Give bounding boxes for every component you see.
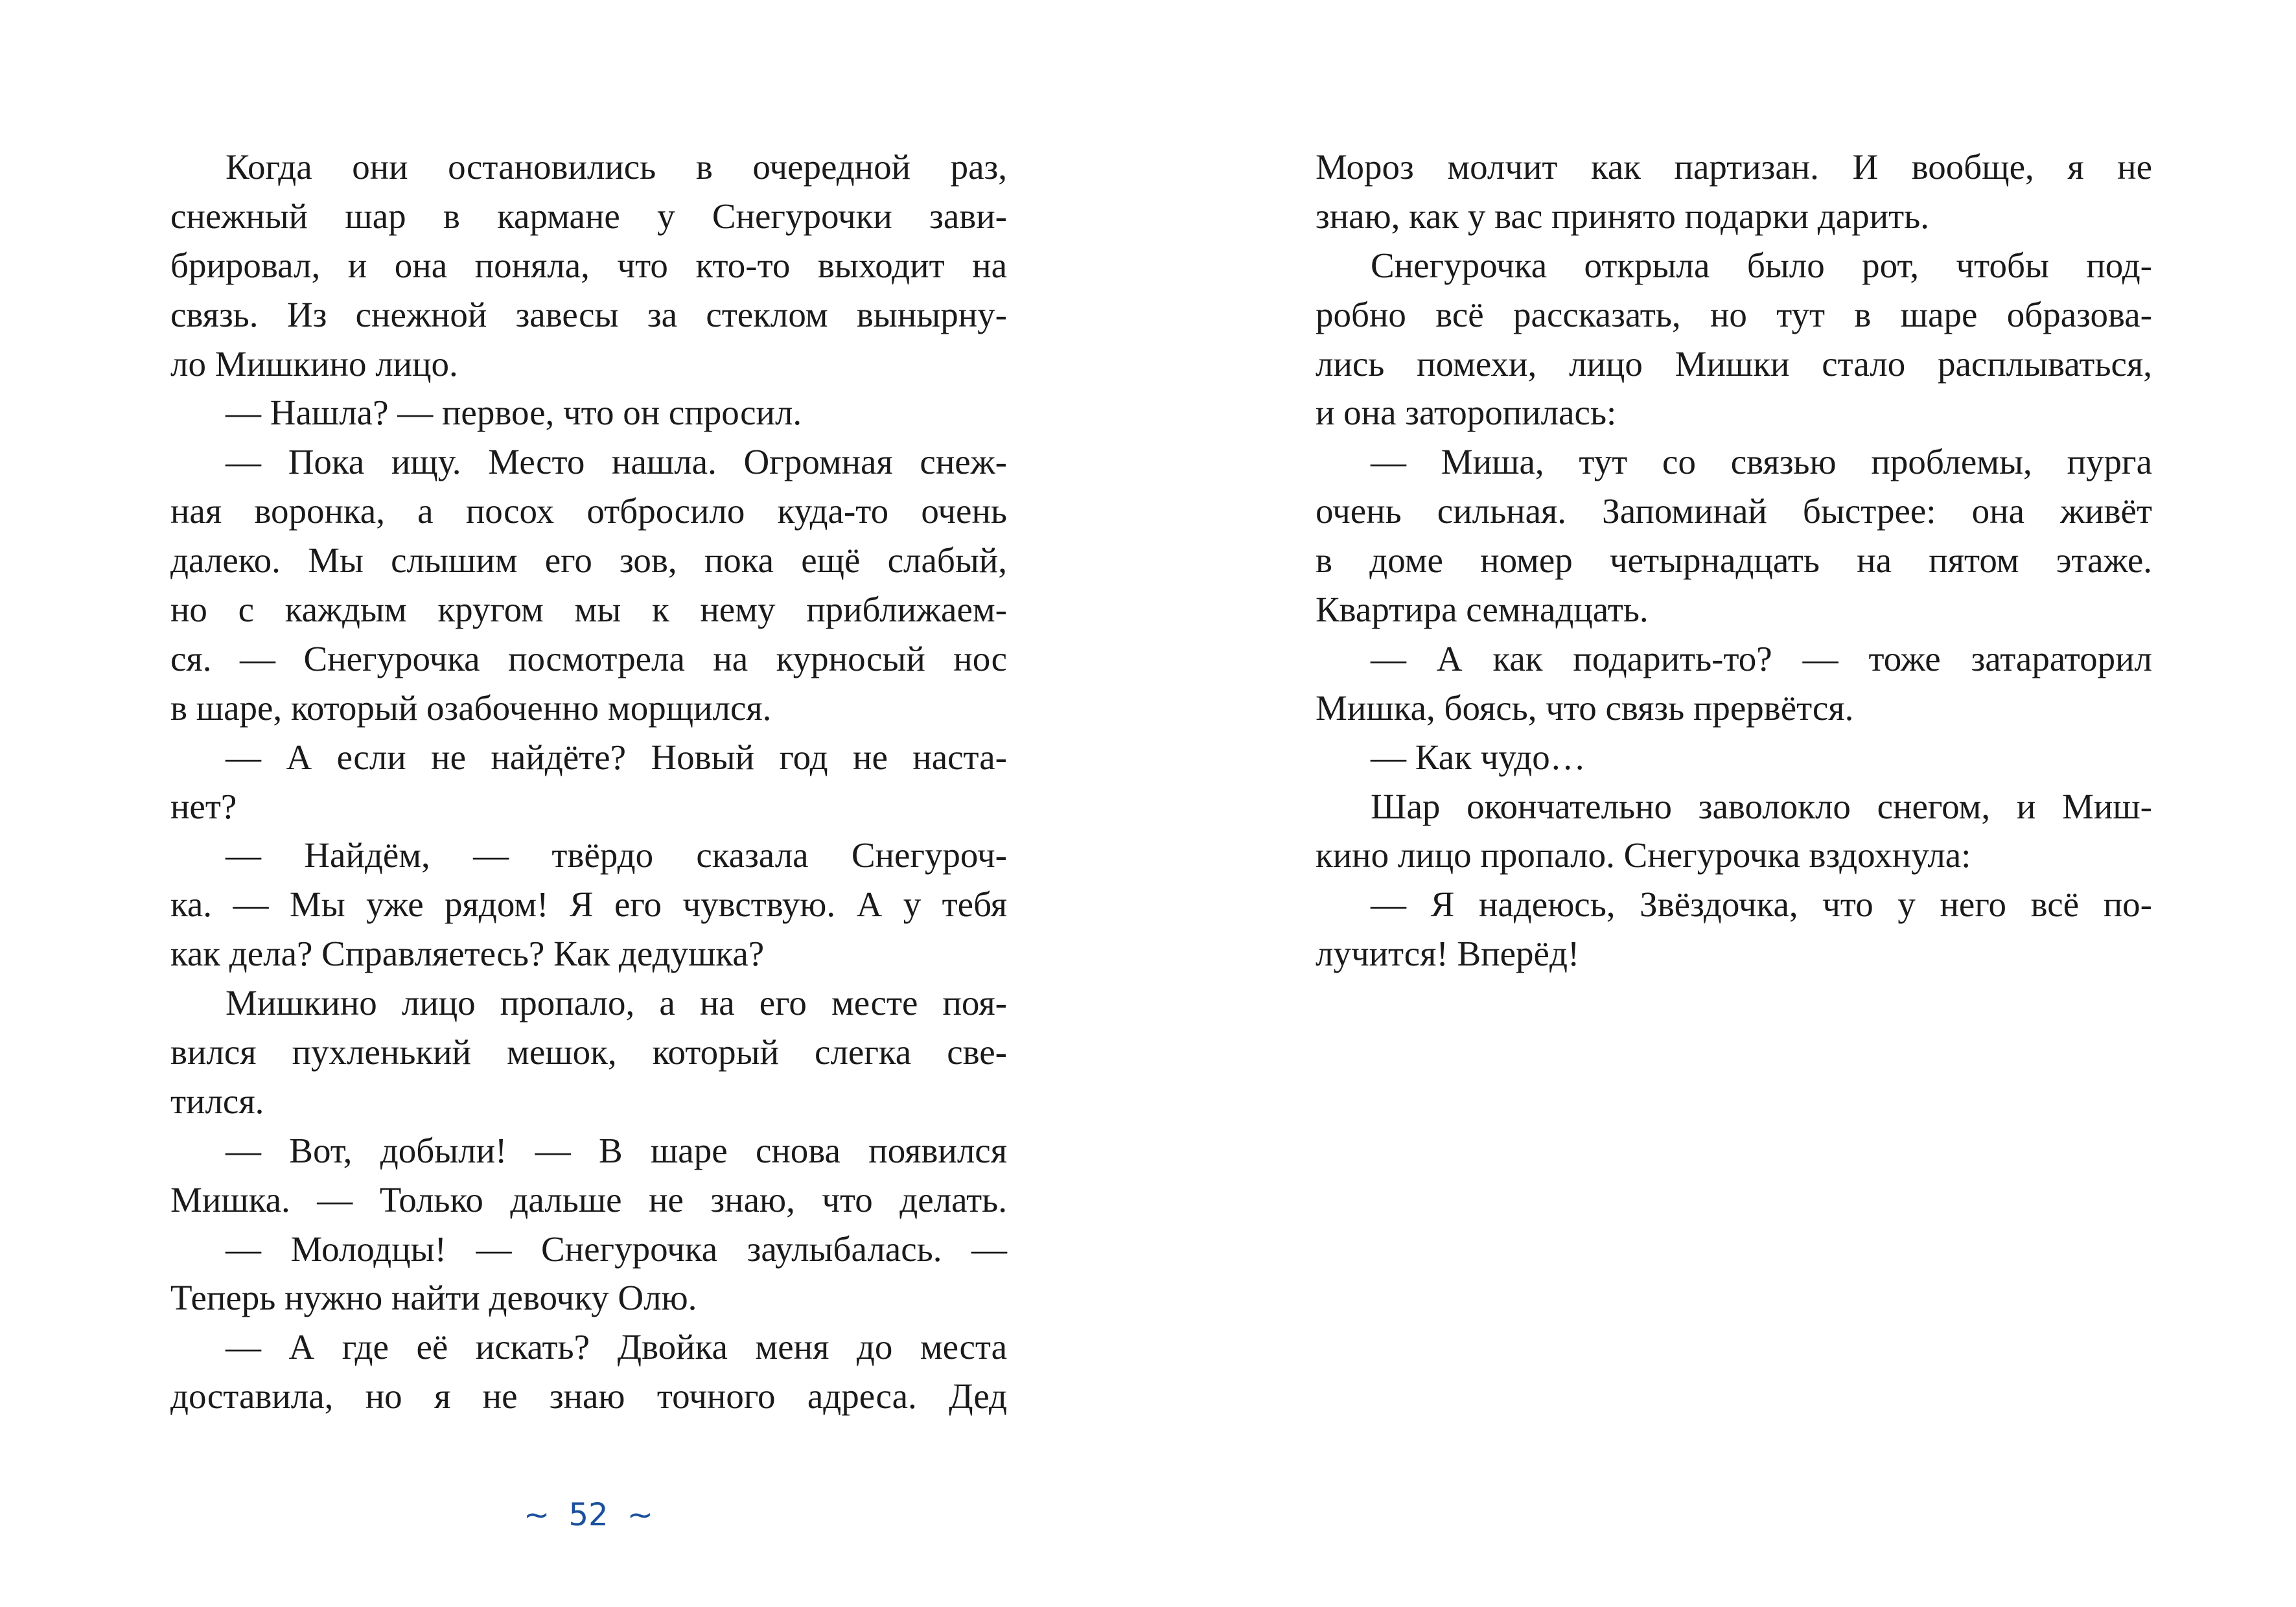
text-line: брировал, и она поняла, что кто-то выходит на: [170, 245, 1007, 285]
text-line: кино лицо пропало. Снегурочка вздохнула:: [1316, 835, 1971, 875]
text-line: Мишка. — Только дальше не знаю, что делать.: [170, 1179, 1007, 1220]
text-line: ная воронка, а посох отбросило куда-то очень: [170, 491, 1007, 531]
text-line: тился.: [170, 1081, 264, 1121]
text-line: нет?: [170, 786, 237, 826]
text-line: — А как подарить-то? — тоже затараторил: [1371, 638, 2152, 678]
text-line: — Нашла? — первое, что он спросил.: [226, 393, 802, 433]
text-line: связь. Из снежной завесы за стеклом вынырну-: [170, 294, 1007, 334]
text-line: ка. — Мы уже рядом! Я его чувствую. А у тебя: [170, 884, 1007, 925]
left-page-text: [170, 143, 1007, 1421]
text-line: — Я надеюсь, Звёздочка, что у него всё по-: [1371, 884, 2152, 925]
text-line: — А если не найдёте? Новый год не наста-: [226, 737, 1007, 777]
text-line: доставила, но я не знаю точного адреса. Дед: [170, 1376, 1007, 1416]
text-line: Снегурочка открыла было рот, чтобы под-: [1371, 245, 2152, 285]
text-line: лись помехи, лицо Мишки стало расплываться,: [1316, 343, 2152, 384]
text-line: — Молодцы! — Снегурочка заулыбалась. —: [226, 1229, 1007, 1269]
text-line: — А где её искать? Двойка меня до места: [226, 1327, 1007, 1367]
text-line: лучится! Вперёд!: [1316, 934, 1580, 974]
text-line: — Вот, добыли! — В шаре снова появился: [226, 1130, 1007, 1170]
text-line: Квартира семнадцать.: [1316, 590, 1649, 630]
text-line: — Найдём, — твёрдо сказала Снегуроч-: [226, 835, 1007, 875]
right-page-text: [1316, 143, 2152, 978]
text-line: очень сильная. Запоминай быстрее: она живёт: [1316, 491, 2152, 531]
text-line: снежный шар в кармане у Снегурочки зави-: [170, 196, 1007, 236]
text-line: вился пухленький мешок, который слегка све-: [170, 1032, 1007, 1072]
text-line: Мороз молчит как партизан. И вообще, я не: [1316, 147, 2152, 187]
text-line: знаю, как у вас принято подарки дарить.: [1316, 196, 1930, 236]
page-number: ~ 52 ~: [523, 1497, 654, 1533]
text-line: Мишка, боясь, что связь прервётся.: [1316, 688, 1854, 728]
text-line: в шаре, который озабоченно морщился.: [170, 688, 772, 728]
text-line: ся. — Снегурочка посмотрела на курносый нос: [170, 638, 1007, 678]
text-line: робно всё рассказать, но тут в шаре образова-: [1316, 294, 2152, 334]
text-line: как дела? Справляетесь? Как дедушка?: [170, 934, 765, 974]
text-line: Мишкино лицо пропало, а на его месте поя-: [226, 983, 1007, 1023]
text-line: и она заторопилась:: [1316, 393, 1617, 433]
text-line: — Как чудо…: [1371, 737, 1586, 777]
text-line: ло Мишкино лицо.: [170, 343, 458, 384]
text-line: Шар окончательно заволокло снегом, и Миш-: [1371, 786, 2152, 826]
text-line: но с каждым кругом мы к нему приближаем-: [170, 590, 1007, 630]
text-line: Теперь нужно найти девочку Олю.: [170, 1278, 697, 1318]
text-line: — Миша, тут со связью проблемы, пурга: [1371, 442, 2152, 482]
text-line: в доме номер четырнадцать на пятом этаже.: [1316, 540, 2152, 581]
text-line: — Пока ищу. Место нашла. Огромная снеж-: [226, 442, 1007, 482]
text-line: далеко. Мы слышим его зов, пока ещё слабый,: [170, 540, 1007, 581]
text-line: Когда они остановились в очередной раз,: [226, 147, 1007, 187]
